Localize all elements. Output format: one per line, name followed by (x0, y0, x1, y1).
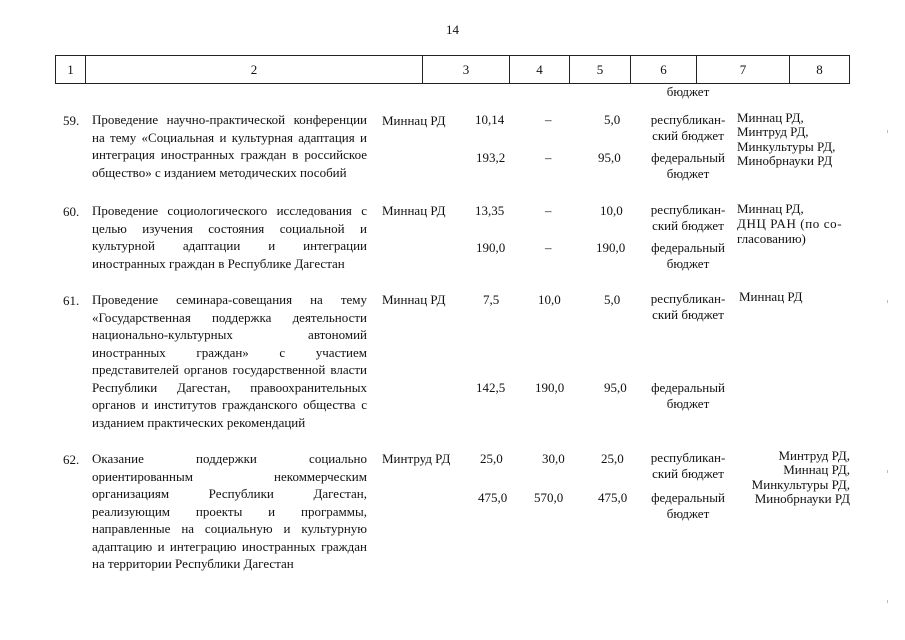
header-col-4: 4 (509, 56, 569, 83)
row-61-col4-b: 142,5 (476, 380, 506, 395)
row-60-number: 60. (63, 204, 80, 219)
row-61-source-b: федеральный бюджет (651, 380, 725, 411)
row-60-description: Проведение социологического исследования с целью изучения состояния социальной и культурной адаптации и интеграции иностранных граждан в Республике Дагестан (92, 203, 367, 271)
row-62-col6-b: 475,0 (598, 490, 628, 505)
header-col-5: 5 (569, 56, 630, 83)
header-col-6: 6 (630, 56, 696, 83)
row-62-partners: Минтруд РД, Миннац РД, Минкультуры РД, Минобрнауки РД (751, 448, 850, 506)
row-61-col4-a: 7,5 (483, 292, 500, 307)
row-59-col6-a: 5,0 (604, 112, 621, 127)
row-60-col5-b: – (545, 240, 552, 255)
row-60-executor: Миннац РД (382, 203, 446, 218)
row-62-col6-a: 25,0 (601, 451, 624, 466)
header-col-8: 8 (789, 56, 850, 83)
row-62-source-b: федеральный бюджет (651, 490, 725, 521)
row-62-col4-b: 475,0 (478, 490, 508, 505)
row-62-col5-a: 30,0 (542, 451, 565, 466)
scan-speck (887, 300, 888, 303)
row-61-col6-a: 5,0 (604, 292, 621, 307)
row-59-source-b: федеральный бюджет (651, 150, 725, 181)
row-61-description: Проведение семинара-совещания на тему «Государственная поддержка деятельности национально-культурных автономий иностранных граждан» с участием представителей органов государственной власти Республики Дагестан, правоохранительных органов и институтов гражданского общества с изданием практических рекомендаций (92, 292, 367, 430)
header-col-7: 7 (696, 56, 789, 83)
scan-speck (887, 130, 888, 133)
row-60-col5-a: – (545, 203, 552, 218)
row-62-number: 62. (63, 452, 80, 467)
row-59-partners: Миннац РД, Минтруд РД, Минкультуры РД, Минобрнауки РД (737, 110, 836, 168)
row-59-executor: Миннац РД (382, 113, 446, 128)
row-60-source-a: республикан- ский бюджет (650, 202, 726, 233)
row-60-col4-b: 190,0 (476, 240, 506, 255)
row-59-source-a: республикан- ский бюджет (650, 112, 726, 143)
row-60-col6-a: 10,0 (600, 203, 623, 218)
page-number: 14 (446, 22, 459, 37)
row-61-partners: Миннац РД (739, 289, 803, 304)
scan-speck (887, 470, 888, 473)
row-61-source-a: республикан- ский бюджет (650, 291, 726, 322)
row-59-col5-a: – (545, 112, 552, 127)
carry-over-text: бюджет (666, 84, 710, 99)
row-59-number: 59. (63, 113, 80, 128)
row-59-col4-b: 193,2 (476, 150, 506, 165)
row-62-col5-b: 570,0 (534, 490, 564, 505)
row-61-number: 61. (63, 293, 80, 308)
header-col-2: 2 (85, 56, 422, 83)
row-62-executor: Минтруд РД (382, 451, 451, 466)
row-59-col5-b: – (545, 150, 552, 165)
row-60-col4-a: 13,35 (475, 203, 505, 218)
row-62-source-a: республикан- ский бюджет (650, 450, 726, 481)
row-61-col5-b: 190,0 (535, 380, 565, 395)
row-59-description: Проведение научно-практической конференции на тему «Социальная и культурная адаптация и интеграция иностранных граждан в российское общество» с изданием методических пособий (92, 112, 367, 180)
row-62-description: Оказание поддержки социально ориентированным некоммерческим организациям Республики Дагестан, реализующим проекты и программы, направленные на социальную и культурную адаптацию и интеграцию иностранных граждан на территории Республики Дагестан (92, 451, 367, 571)
table-header (55, 55, 850, 84)
row-61-col6-b: 95,0 (604, 380, 627, 395)
row-62-col4-a: 25,0 (480, 451, 503, 466)
row-60-col6-b: 190,0 (596, 240, 626, 255)
row-60-source-b: федеральный бюджет (651, 240, 725, 271)
header-col-1: 1 (55, 56, 85, 83)
row-59-col6-b: 95,0 (598, 150, 621, 165)
scan-speck (887, 600, 888, 603)
row-60-partners: Миннац РД, ДНЦ РАН (по со- гласованию) (737, 201, 843, 246)
row-61-col5-a: 10,0 (538, 292, 561, 307)
row-59-col4-a: 10,14 (475, 112, 505, 127)
header-col-3: 3 (422, 56, 509, 83)
row-61-executor: Миннац РД (382, 292, 446, 307)
